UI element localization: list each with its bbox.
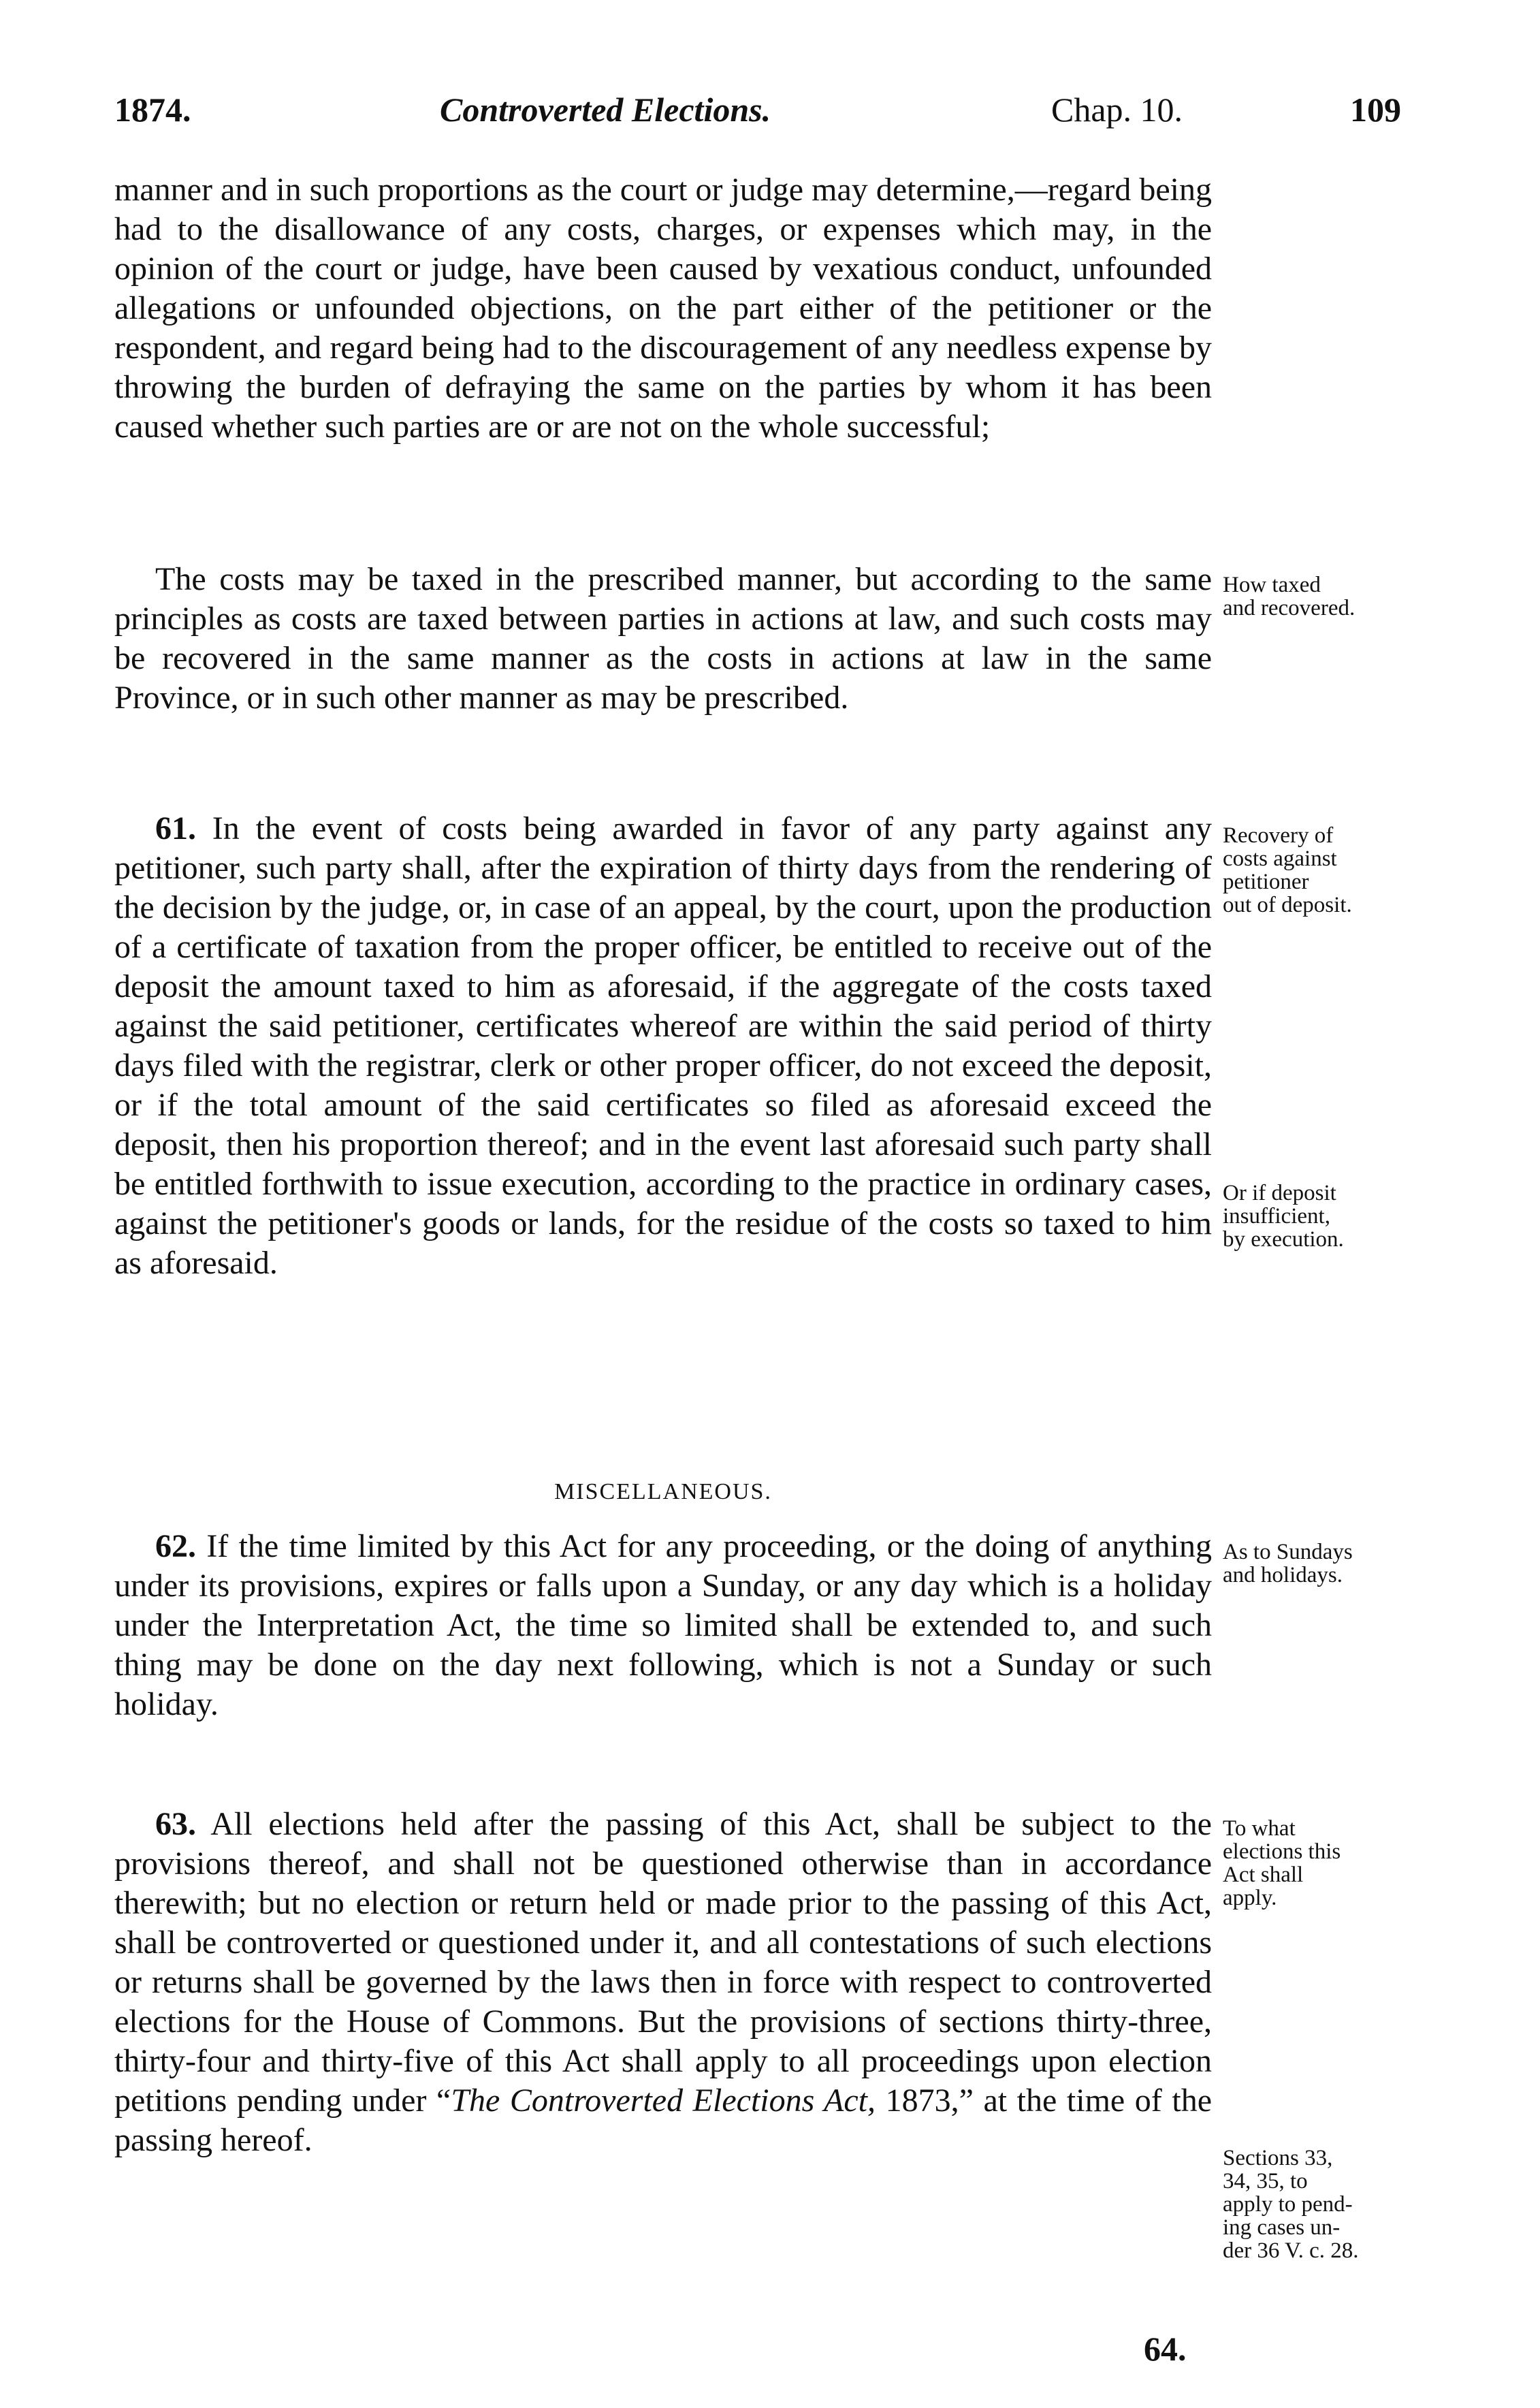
- section-62: [114, 1527, 1212, 1724]
- marginal-note-line: As to Sundays: [1223, 1540, 1353, 1564]
- marginal-note-line: apply to pend-: [1223, 2192, 1353, 2217]
- marginal-note-line: How taxed: [1223, 573, 1321, 597]
- marginal-note-line: apply.: [1223, 1886, 1277, 1910]
- continuation-paragraph: manner and in such proportions as the court or judge may determine,—regard being had to the disallowance of any costs, charges, or expenses which may, in the opinion of the court or judge, have been caused by vexatious conduct, unfounded allegations or unfounded objections, on the part either of the petitioner or the respondent, and regard being had to the discouragement of any needless expense by throwing the burden of defraying the same on the parties by whom it has been caused whether such parties are or are not on the whole successful;: [114, 172, 1212, 445]
- marginal-note-line: elections this: [1223, 1839, 1341, 1864]
- marginal-note-insufficient: [1223, 1182, 1427, 1251]
- marginal-note-line: To what: [1223, 1816, 1296, 1841]
- catchword: 64.: [1144, 2330, 1187, 2368]
- marginal-note-line: Recovery of: [1223, 823, 1334, 848]
- marginal-note-line: ing cases un-: [1223, 2215, 1341, 2240]
- marginal-note-line: Act shall: [1223, 1863, 1304, 1887]
- section-63-paragraph: [114, 1805, 1212, 2160]
- act-title: The Controverted Elections Act,: [451, 2082, 876, 2119]
- miscellaneous-heading: MISCELLANEOUS.: [554, 1479, 772, 1504]
- page-header: [114, 90, 1401, 144]
- section-62-paragraph: [114, 1527, 1212, 1724]
- marginal-note-line: der 36 V. c. 28.: [1223, 2238, 1359, 2263]
- continuation-block: [114, 170, 1212, 447]
- header-page-number: 109: [1350, 91, 1401, 129]
- marginal-note-line: and holidays.: [1223, 1563, 1343, 1587]
- marginal-note-how-taxed: [1223, 573, 1427, 620]
- section-text: 1873,” at the time of the passing hereof.: [114, 2082, 1213, 2158]
- marginal-note-line: insufficient,: [1223, 1204, 1330, 1229]
- marginal-note-line: and recovered.: [1223, 596, 1355, 620]
- section-number: 63.: [155, 1806, 196, 1842]
- costs-block: [114, 560, 1212, 718]
- marginal-note-sundays: [1223, 1540, 1427, 1587]
- marginal-note-line: out of deposit.: [1223, 893, 1352, 917]
- marginal-note-line: 34, 35, to: [1223, 2169, 1308, 2193]
- section-63: [114, 1805, 1212, 2160]
- marginal-note-to-what: [1223, 1817, 1427, 1910]
- costs-paragraph: The costs may be taxed in the prescribed manner, but according to the same principles as costs are taxed between parties in actions at law, and such costs may be recovered in the same manner as the costs in actions at law in the same Province, or in such other manner as may be prescribed.: [114, 561, 1212, 716]
- marginal-note-line: petitioner: [1223, 870, 1309, 894]
- section-number: 62.: [155, 1528, 196, 1564]
- section-61-paragraph: [114, 809, 1212, 1283]
- marginal-note-line: Sections 33,: [1223, 2146, 1333, 2170]
- section-text: All elections held after the passing of this Act, shall be subject to the provisions thereof, and shall not be questioned otherwise than in accordance therewith; but no election or return held or made prior to the passing of this Act, shall be controverted or questioned under it, and all contestations of such elections or returns shall be governed by the laws then in force with respect to controverted elections for the House of Commons. But the provisions of sections thirty-three, thirty-four and thirty-five of this Act shall apply to all proceedings upon election petitions pending under “: [114, 1806, 1212, 2119]
- marginal-note-line: Or if deposit: [1223, 1181, 1336, 1205]
- header-title: Controverted Elections.: [440, 91, 771, 129]
- section-number: 61.: [155, 810, 196, 846]
- section-61: [114, 809, 1212, 1283]
- header-year: 1874.: [114, 91, 191, 129]
- header-chapter: Chap. 10.: [1051, 91, 1183, 129]
- marginal-note-recovery: [1223, 824, 1427, 917]
- marginal-note-line: by execution.: [1223, 1227, 1344, 1252]
- marginal-note-line: costs against: [1223, 846, 1337, 871]
- marginal-note-sections: [1223, 2146, 1427, 2262]
- section-text: In the event of costs being awarded in favor of any party against any petitioner, such party shall, after the expiration of thirty days from the rendering of the decision by the judge, or, in case of an appeal, by the court, upon the production of a certificate of taxation from the proper officer, be entitled to receive out of the deposit the amount taxed to him as aforesaid, if the aggregate of the costs taxed against the said petitioner, certificates whereof are within the said period of thirty days filed with the registrar, clerk or other proper officer, do not exceed the deposit, or if the total amount of the said certificates so filed as aforesaid exceed the deposit, then his proportion thereof; and in the event last aforesaid such party shall be entitled forthwith to issue execution, according to the practice in ordinary cases, against the petitioner's goods or lands, for the residue of the costs so taxed to him as aforesaid.: [114, 810, 1213, 1281]
- section-text: If the time limited by this Act for any proceeding, or the doing of anything under its provisions, expires or falls upon a Sunday, or any day which is a holiday under the Interpretation Act, the time so limited shall be extended to, and such thing may be done on the day next following, which is not a Sunday or such holiday.: [114, 1528, 1213, 1722]
